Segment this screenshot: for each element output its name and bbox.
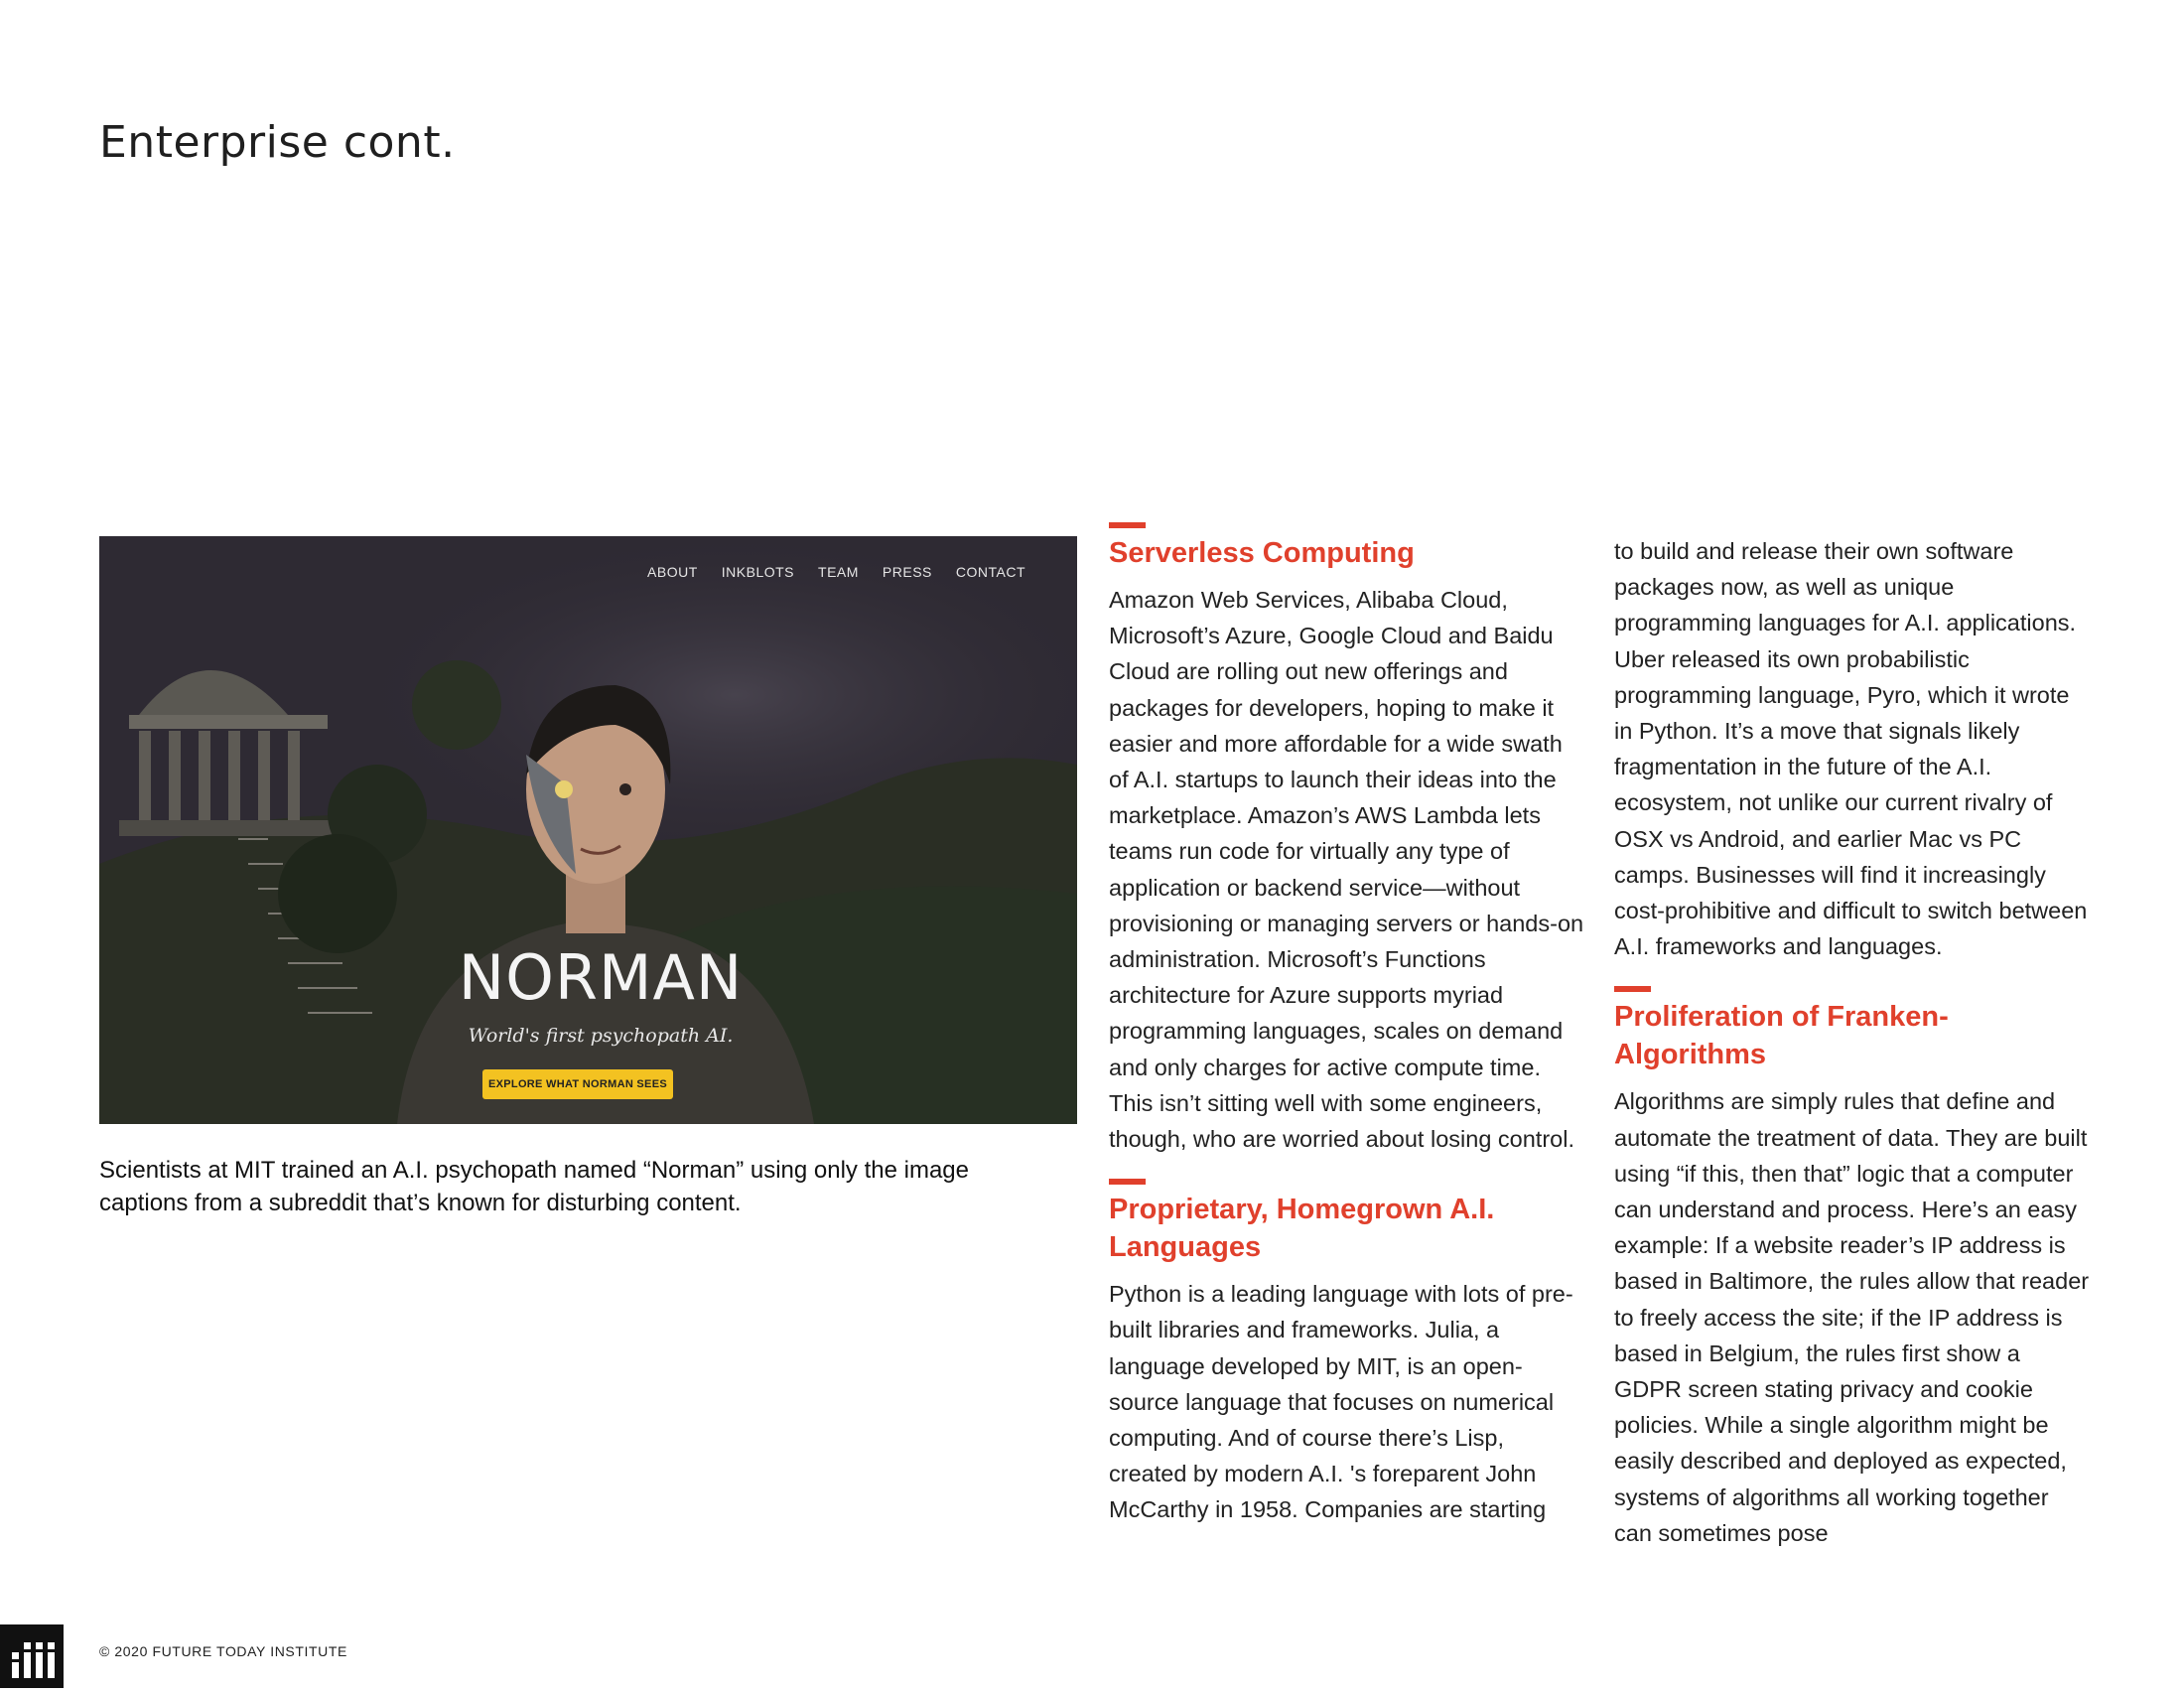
explore-button: EXPLORE WHAT NORMAN SEES [482, 1069, 673, 1099]
section-rule [1109, 1179, 1146, 1185]
section-rule [1614, 986, 1651, 992]
nav-contact: CONTACT [955, 564, 1025, 580]
nav-about: ABOUT [647, 564, 698, 580]
nav-team: TEAM [818, 564, 859, 580]
section-rule [1109, 522, 1146, 528]
heading-franken: Proliferation of Franken-Algorithms [1614, 1001, 1949, 1071]
norman-image [99, 536, 1077, 1124]
franken-paragraph: Algorithms are simply rules that define and automate the treatment of data. They are built using “if this, then that” logic that a computer can understand and process. Here’s an easy example: If a website reader’s IP address is based in Baltimore, the rules allow that reader to freely access the site; if the IP address is based in Belgium, the rules first show a GDPR screen stating privacy and cookie policies. While a single algorithm might be easily described and deployed as expected, systems of algorithms all working together can sometimes pose [1614, 1088, 2090, 1546]
norman-wordmark: NORMAN [458, 941, 744, 1014]
heading-proprietary: Proprietary, Homegrown A.I. Languages [1109, 1194, 1495, 1264]
nav-inkblots: INKBLOTS [721, 564, 795, 580]
proprietary-paragraph-2: to build and release their own software packages now, as well as unique programming languages for A.I. applications. Uber released its own probabilistic programming language, Pyro, which it wrote in Python. It’s a move that signals likely fragmentation in the future of the A.I. ecosystem, not unlike our current rivalry of OSX vs Android, and earlier Mac vs PC camps. Businesses will find it increasingly cost-prohibitive and difficult to switch between A.I. frameworks and languages. [1614, 538, 2088, 960]
footer-copyright: © 2020 FUTURE TODAY INSTITUTE [99, 1643, 347, 1659]
heading-serverless: Serverless Computing [1109, 537, 1415, 569]
nav-press: PRESS [882, 564, 932, 580]
fti-logo-icon [0, 1624, 64, 1688]
proprietary-paragraph-1: Python is a leading language with lots of pre-built libraries and frameworks. Julia, a language developed by MIT, is an open-source language that focuses on numerical computing. And of course there’s Lisp, created by modern A.I. 's foreparent John McCarthy in 1958. Companies are starting [1109, 1281, 1573, 1523]
norman-tagline: World's first psychopath AI. [468, 1025, 734, 1047]
image-caption: Scientists at MIT trained an A.I. psychopath named “Norman” using only the image captions from a subreddit that’s known for disturbing content. [99, 1157, 969, 1216]
serverless-paragraph: Amazon Web Services, Alibaba Cloud, Microsoft’s Azure, Google Cloud and Baidu Cloud are rolling out new offerings and packages for developers, hoping to make it easier and more affordable for a wide swath of A.I. startups to launch their ideas into the marketplace. Amazon’s AWS Lambda lets teams run code for virtually any type of application or backend service—without provisioning or managing servers or hands-on administration. Microsoft’s Functions architecture for Azure supports myriad programming languages, scales on demand and only charges for active compute time. This isn’t sitting well with some engineers, though, who are worried about losing control. [1109, 587, 1584, 1153]
page-title: Enterprise cont. [99, 117, 456, 168]
column-right [1614, 533, 2091, 1573]
norman-nav [647, 564, 1025, 580]
column-middle [1109, 522, 1585, 1550]
